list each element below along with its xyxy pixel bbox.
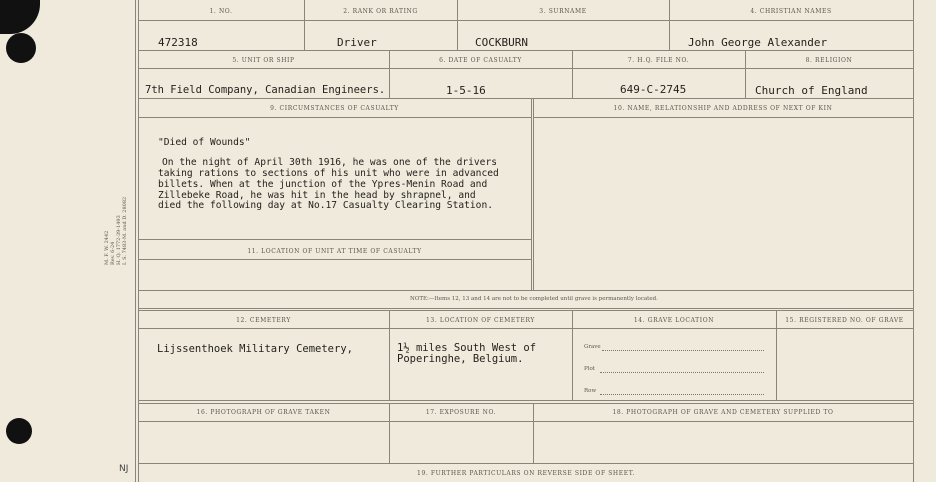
christian-names-value: John George Alexander — [688, 36, 828, 49]
header-unit: 5. UNIT OR SHIP — [232, 57, 295, 64]
religion-value: Church of England — [755, 84, 868, 97]
header-photo-supplied: 18. PHOTOGRAPH OF GRAVE AND CEMETERY SUPPLIED TO — [612, 409, 834, 416]
header-hq-file: 7. H.Q. FILE NO. — [627, 57, 690, 64]
circumstances-line-5: died the following day at No.17 Casualty Clearing Station. — [158, 200, 494, 211]
punch-hole-bottom — [6, 418, 32, 444]
footer-further-particulars: 19. FURTHER PARTICULARS ON REVERSE SIDE OF SHEET. — [417, 470, 635, 477]
header-exposure: 17. EXPOSURE NO. — [425, 409, 497, 416]
header-photo-taken: 16. PHOTOGRAPH OF GRAVE TAKEN — [196, 409, 331, 416]
header-religion: 8. RELIGION — [805, 57, 853, 64]
date-value: 1-5-16 — [446, 84, 486, 97]
header-grave-location: 14. GRAVE LOCATION — [633, 317, 715, 324]
circumstances-line-3: billets. When at the junction of the Ypres-Menin Road and — [158, 179, 488, 190]
circumstances-line-1: On the night of April 30th 1916, he was one of the drivers — [162, 157, 498, 168]
header-number: 1. NO. — [209, 8, 233, 15]
print-code-2: Rev. 6-24 — [110, 241, 116, 265]
header-cemetery: 12. CEMETERY — [236, 317, 291, 324]
header-location-of-unit: 11. LOCATION OF UNIT AT TIME OF CASUALTY — [247, 248, 422, 255]
initials: NJ — [119, 464, 129, 474]
print-code-3: H. Q. 1772-39-1493 — [116, 215, 122, 265]
header-christian-names: 4. CHRISTIAN NAMES — [750, 8, 832, 15]
grave-label: Grave — [584, 344, 601, 350]
unit-value: 7th Field Company, Canadian Engineers. — [145, 84, 386, 96]
print-code-1: M. F. W. 2442 — [104, 230, 110, 265]
header-location-cemetery: 13. LOCATION OF CEMETERY — [426, 317, 535, 324]
circumstances-title: "Died of Wounds" — [158, 137, 251, 148]
header-next-of-kin: 10. NAME, RELATIONSHIP AND ADDRESS OF NEXT OF KIN — [613, 105, 833, 112]
print-code-4: I. S. 7483-M. and D. 28082 — [122, 196, 128, 265]
surname-value: COCKBURN — [475, 36, 528, 49]
header-rank: 2. RANK OR RATING — [343, 8, 418, 15]
row-label: Row — [584, 388, 597, 394]
header-circumstances: 9. CIRCUMSTANCES OF CASUALTY — [270, 105, 399, 112]
header-registered-no: 15. REGISTERED NO. OF GRAVE — [785, 317, 904, 324]
note-text: NOTE:—Items 12, 13 and 14 are not to be completed until grave is permanently located. — [410, 296, 658, 302]
circumstances-line-2: taking rations to sections of his unit who were in advanced — [158, 168, 499, 179]
cemetery-value: Lijssenthoek Military Cemetery, — [157, 343, 353, 355]
header-surname: 3. SURNAME — [539, 8, 587, 15]
location-line-2: Poperinghe, Belgium. — [397, 353, 524, 365]
service-number: 472318 — [158, 36, 198, 49]
plot-label: Plot — [584, 366, 595, 372]
punch-hole-top — [6, 33, 36, 63]
form-print-code — [104, 197, 128, 265]
circumstances-line-4: Zillebeke Road, he was hit in the head by shrapnel, and — [158, 190, 476, 201]
rank-value: Driver — [337, 36, 377, 49]
location-line-1: 1½ miles South West of — [397, 342, 537, 354]
hq-file-value: 649-C-2745 — [620, 83, 687, 96]
header-date: 6. DATE OF CASUALTY — [439, 57, 522, 64]
top-left-blot — [0, 0, 40, 34]
